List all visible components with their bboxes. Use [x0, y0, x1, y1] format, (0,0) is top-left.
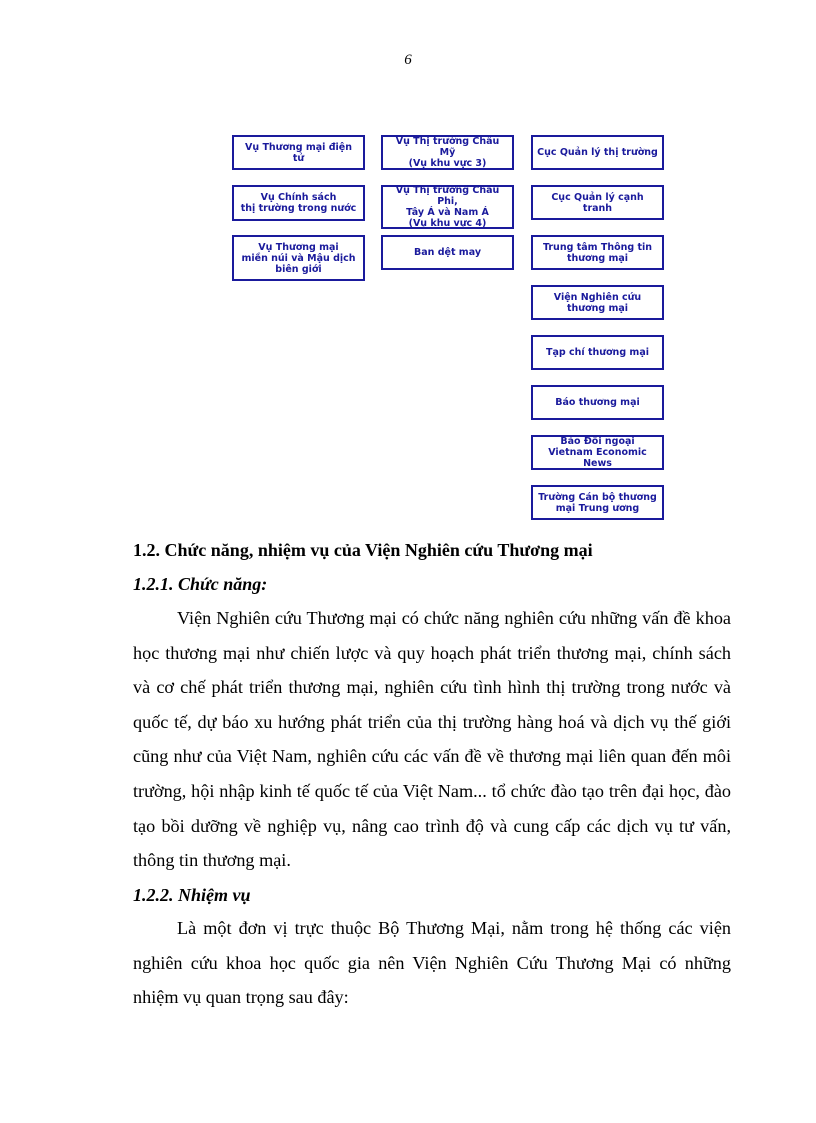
page-number: 6 — [404, 52, 412, 68]
org-box: Trung tâm Thông tin thương mại — [531, 235, 664, 270]
org-box: Báo thương mại — [531, 385, 664, 420]
functions-paragraph: Viện Nghiên cứu Thương mại có chức năng nghiên cứu những vấn đề khoa học thương mại như chiến lược và quy hoạch phát triển thương mại, chính sách và cơ chế phát triển thương mại, nghiên cứu tình hình thị trường trong nước và quốc tế, dự báo xu hướng phát triển của thị trường hàng hoá và dịch vụ thế giới cũng như của Việt Nam, nghiên cứu các vấn đề về thương mại liên quan đến môi trường, hội nhập kinh tế quốc tế của Việt Nam... tổ chức đào tạo trên đại học, đào tạo bồi dưỡng về nghiệp vụ, nâng cao trình độ và cung cấp các dịch vụ tư vấn, thông tin thương mại. — [133, 608, 731, 871]
org-box: Cục Quản lý cạnh tranh — [531, 185, 664, 220]
org-box: Tạp chí thương mại — [531, 335, 664, 370]
org-box: Vụ Thương mại điện tử — [232, 135, 365, 170]
org-box: Vụ Thị trường Châu Mỹ (Vụ khu vực 3) — [381, 135, 514, 170]
duties-paragraph: Là một đơn vị trực thuộc Bộ Thương Mại, nằm trong hệ thống các viện nghiên cứu khoa học quốc gia nên Viện Nghiên Cứu Thương Mại có những nhiệm vụ quan trọng sau đây: — [133, 918, 731, 1008]
org-box: Vụ Chính sách thị trường trong nước — [232, 185, 365, 221]
org-box: Vụ Thương mại miền núi và Mậu dịch biên giới — [232, 235, 365, 281]
section-heading: 1.2. Chức năng, nhiệm vụ của Viện Nghiên cứu Thương mại — [133, 540, 593, 560]
org-box: Ban dệt may — [381, 235, 514, 270]
org-box: Cục Quản lý thị trường — [531, 135, 664, 170]
subsection-title-duties: 1.2.2. Nhiệm vụ — [133, 885, 251, 905]
subsection-title-functions: 1.2.1. Chức năng: — [133, 574, 268, 594]
org-box: Báo Đối ngoại Vietnam Economic News — [531, 435, 664, 470]
org-box: Trường Cán bộ thương mại Trung ương — [531, 485, 664, 520]
org-box: Viện Nghiên cứu thương mại — [531, 285, 664, 320]
org-box: Vụ Thị trường Châu Phi, Tây Á và Nam Á (Vụ khu vực 4) — [381, 185, 514, 229]
